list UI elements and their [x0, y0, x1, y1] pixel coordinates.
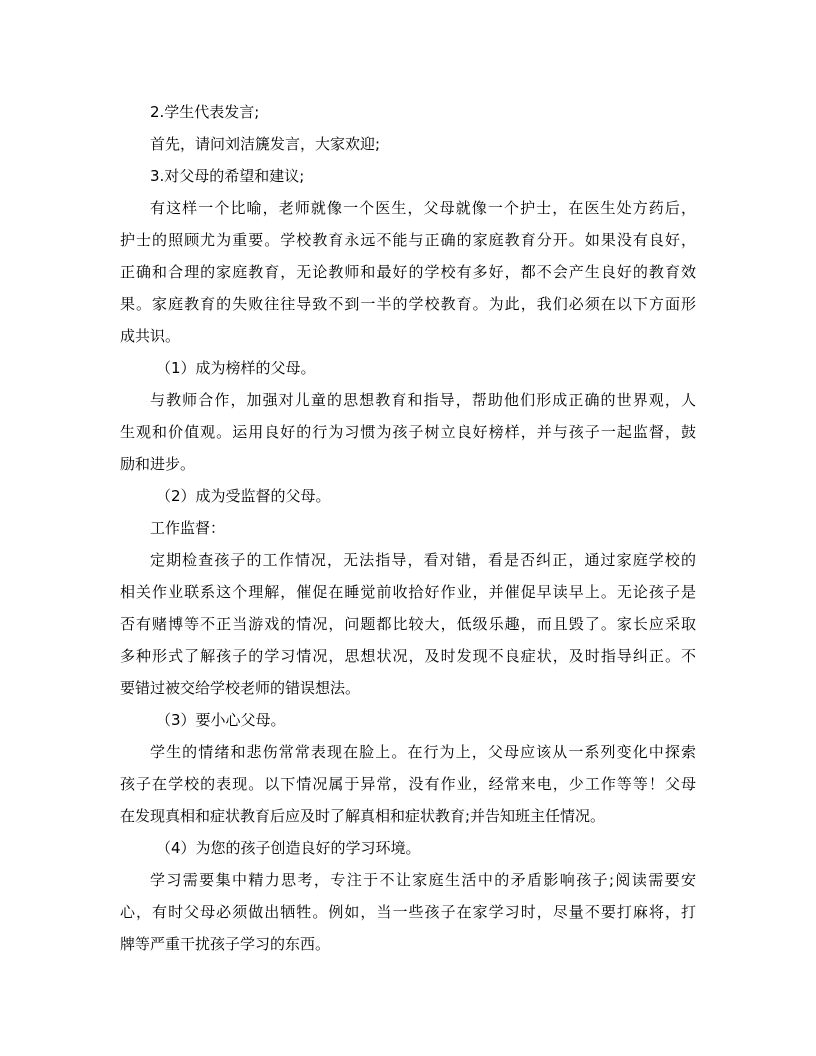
text-line: （4）为您的孩子创造良好的学习环境。: [156, 839, 421, 857]
text-line: 2.学生代表发言;: [150, 103, 260, 121]
text-line: 有这样一个比喻，老师就像一个医生，父母就像一个护士，在医生处方药后，: [150, 199, 696, 217]
document-page: [120, 96, 696, 960]
text-line: 果。家庭教育的失败往往导致不到一半的学校教育。为此，我们必须在以下方面形: [120, 295, 696, 313]
text-line: 学习需要集中精力思考，专注于不让家庭生活中的矛盾影响孩子;阅读需要安: [150, 871, 696, 889]
subsection-heading: [120, 832, 696, 864]
text-line: （1）成为榜样的父母。: [156, 359, 316, 377]
text-line: 学生的情绪和悲伤常常表现在脸上。在行为上，父母应该从一系列变化中探索: [150, 743, 696, 761]
text-line: 牌等严重干扰孩子学习的东西。: [120, 935, 331, 953]
text-line: （3）要小心父母。: [156, 711, 286, 729]
text-line: 要错过被交给学校老师的错误想法。: [120, 679, 361, 697]
subsection-heading: [120, 704, 696, 736]
text-line: 与教师合作，加强对儿童的思想教育和指导，帮助他们形成正确的世界观，人: [150, 391, 696, 409]
paragraph: [120, 192, 696, 352]
paragraph: [120, 384, 696, 480]
text-line: 孩子在学校的表现。以下情况属于异常，没有作业，经常来电，少工作等等！父母: [120, 775, 696, 793]
text-line: 生观和价值观。运用良好的行为习惯为孩子树立良好榜样，并与孩子一起监督，鼓: [120, 423, 696, 441]
section-heading: [120, 160, 696, 192]
text-line: 首先，请问刘洁篪发言，大家欢迎;: [150, 135, 381, 153]
text-line: 3.对父母的希望和建议;: [150, 167, 305, 185]
paragraph: [120, 864, 696, 960]
paragraph: [120, 736, 696, 832]
text-line: 护士的照顾尤为重要。学校教育永远不能与正确的家庭教育分开。如果没有良好，: [120, 231, 696, 249]
text-line: 心，有时父母必须做出牺牲。例如，当一些孩子在家学习时，尽量不要打麻将，打: [120, 903, 696, 921]
text-line: 定期检查孩子的工作情况，无法指导，看对错，看是否纠正，通过家庭学校的: [150, 551, 696, 569]
text-line: 励和进步。: [120, 455, 196, 473]
paragraph: [120, 128, 696, 160]
section-heading: [120, 96, 696, 128]
text-line: 多种形式了解孩子的学习情况，思想状况，及时发现不良症状，及时指导纠正。不: [120, 647, 696, 665]
text-line: 否有赌博等不正当游戏的情况，问题都比较大，低级乐趣，而且毁了。家长应采取: [120, 615, 696, 633]
text-line: 相关作业联系这个理解，催促在睡觉前收拾好作业，并催促早读早上。无论孩子是: [120, 583, 696, 601]
paragraph: [120, 544, 696, 704]
paragraph: [120, 512, 696, 544]
text-line: （2）成为受监督的父母。: [156, 487, 331, 505]
subsection-heading: [120, 480, 696, 512]
subsection-heading: [120, 352, 696, 384]
text-line: 工作监督：: [150, 519, 226, 537]
text-line: 成共识。: [120, 327, 181, 345]
text-line: 正确和合理的家庭教育，无论教师和最好的学校有多好，都不会产生良好的教育效: [120, 263, 696, 281]
text-line: 在发现真相和症状教育后应及时了解真相和症状教育;并告知班主任情况。: [120, 807, 606, 825]
